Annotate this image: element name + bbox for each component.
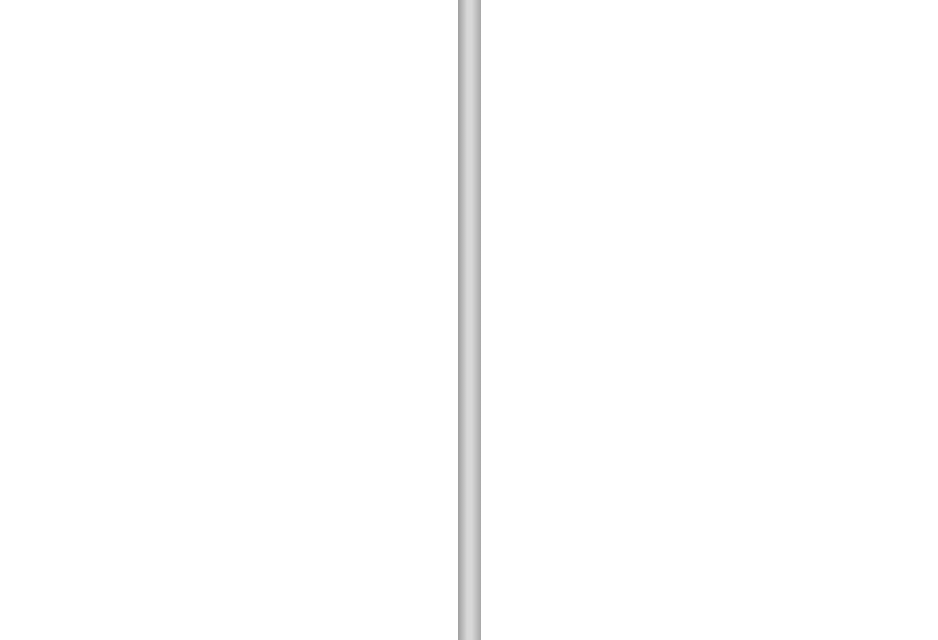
right-page xyxy=(481,0,938,640)
left-page xyxy=(0,0,458,640)
page-gutter xyxy=(458,0,481,640)
